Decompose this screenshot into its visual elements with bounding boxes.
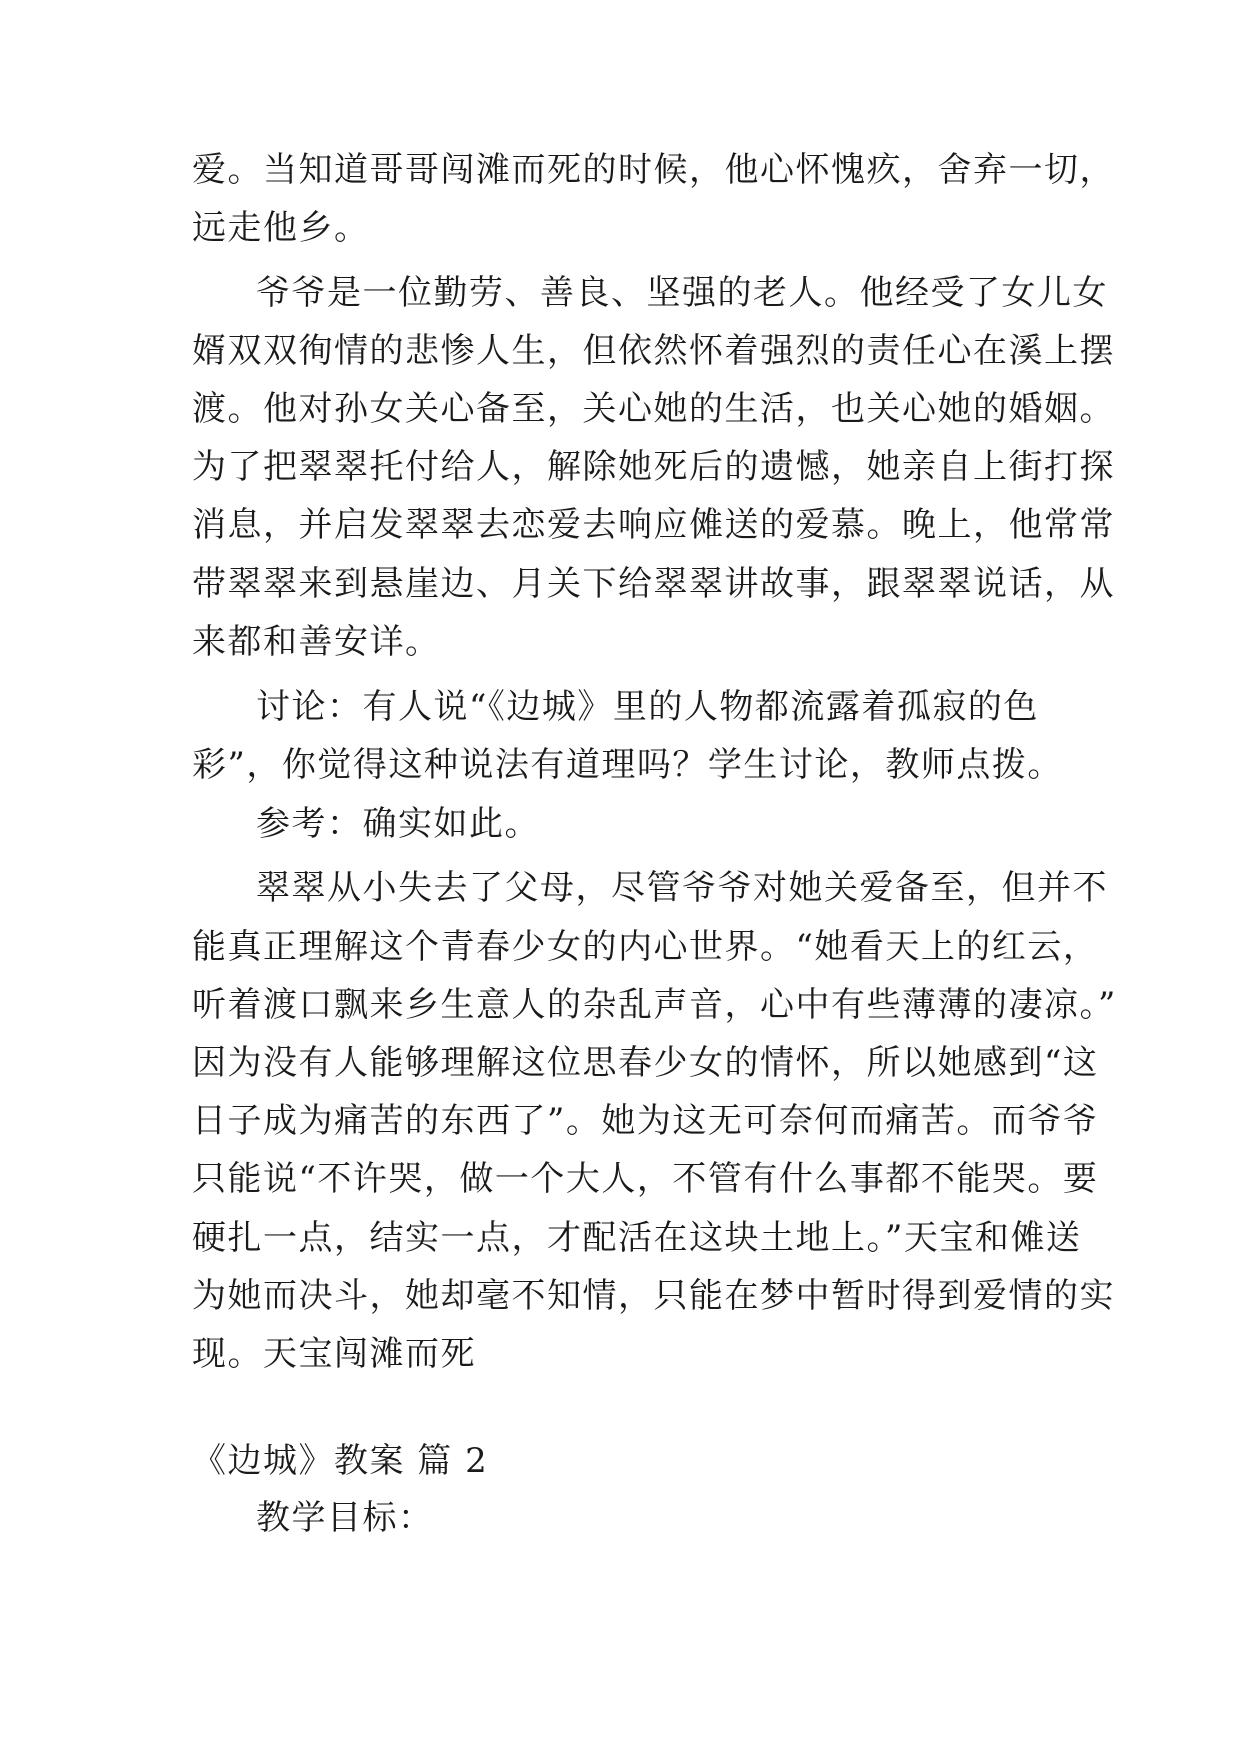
paragraph-line: 爱。当知道哥哥闯滩而死的时候，他心怀愧疚，舍弃一切， (192, 150, 1115, 190)
paragraph-line: 婿双双徇情的悲惨人生，但依然怀着强烈的责任心在溪上摆 (192, 331, 1115, 371)
section-subheading: 教学目标： (256, 1498, 434, 1538)
paragraph-line: 硬扎一点，结实一点，才配活在这块土地上。”天宝和傩送 (192, 1218, 1082, 1258)
paragraph-line: 为她而决斗，她却毫不知情，只能在梦中暂时得到爱情的实 (192, 1276, 1115, 1316)
paragraph-line: 只能说“不许哭，做一个大人，不管有什么事都不能哭。要 (192, 1159, 1099, 1199)
paragraph-line: 讨论：有人说“《边城》里的人物都流露着孤寂的色 (256, 687, 1039, 727)
paragraph-line: 参考：确实如此。 (256, 804, 540, 844)
paragraph-line: 消息，并启发翠翠去恋爱去响应傩送的爱慕。晚上，他常常 (192, 505, 1115, 545)
paragraph-line: 来都和善安详。 (192, 622, 441, 662)
paragraph-line: 渡。他对孙女关心备至，关心她的生活，也关心她的婚姻。 (192, 389, 1115, 429)
section-title: 《边城》教案 篇 2 (192, 1441, 489, 1481)
paragraph-line: 为了把翠翠托付给人，解除她死后的遗憾，她亲自上街打探 (192, 447, 1115, 487)
paragraph-line: 爷爷是一位勤劳、善良、坚强的老人。他经受了女儿女 (256, 273, 1108, 313)
paragraph-line: 彩”，你觉得这种说法有道理吗？学生讨论，教师点拨。 (192, 745, 1063, 785)
paragraph-line: 能真正理解这个青春少女的内心世界。“她看天上的红云， (192, 927, 1099, 967)
paragraph-line: 听着渡口飘来乡生意人的杂乱声音，心中有些薄薄的凄凉。” (192, 985, 1117, 1025)
paragraph-line: 现。天宝闯滩而死 (192, 1334, 476, 1374)
paragraph-line: 带翠翠来到悬崖边、月关下给翠翠讲故事，跟翠翠说话，从 (192, 564, 1115, 604)
paragraph-line: 翠翠从小失去了父母，尽管爷爷对她关爱备至，但并不 (256, 868, 1108, 908)
paragraph-line: 日子成为痛苦的东西了”。她为这无可奈何而痛苦。而爷爷 (192, 1101, 1099, 1141)
paragraph-line: 因为没有人能够理解这位思春少女的情怀，所以她感到“这 (192, 1043, 1099, 1083)
paragraph-line: 远走他乡。 (192, 208, 370, 248)
